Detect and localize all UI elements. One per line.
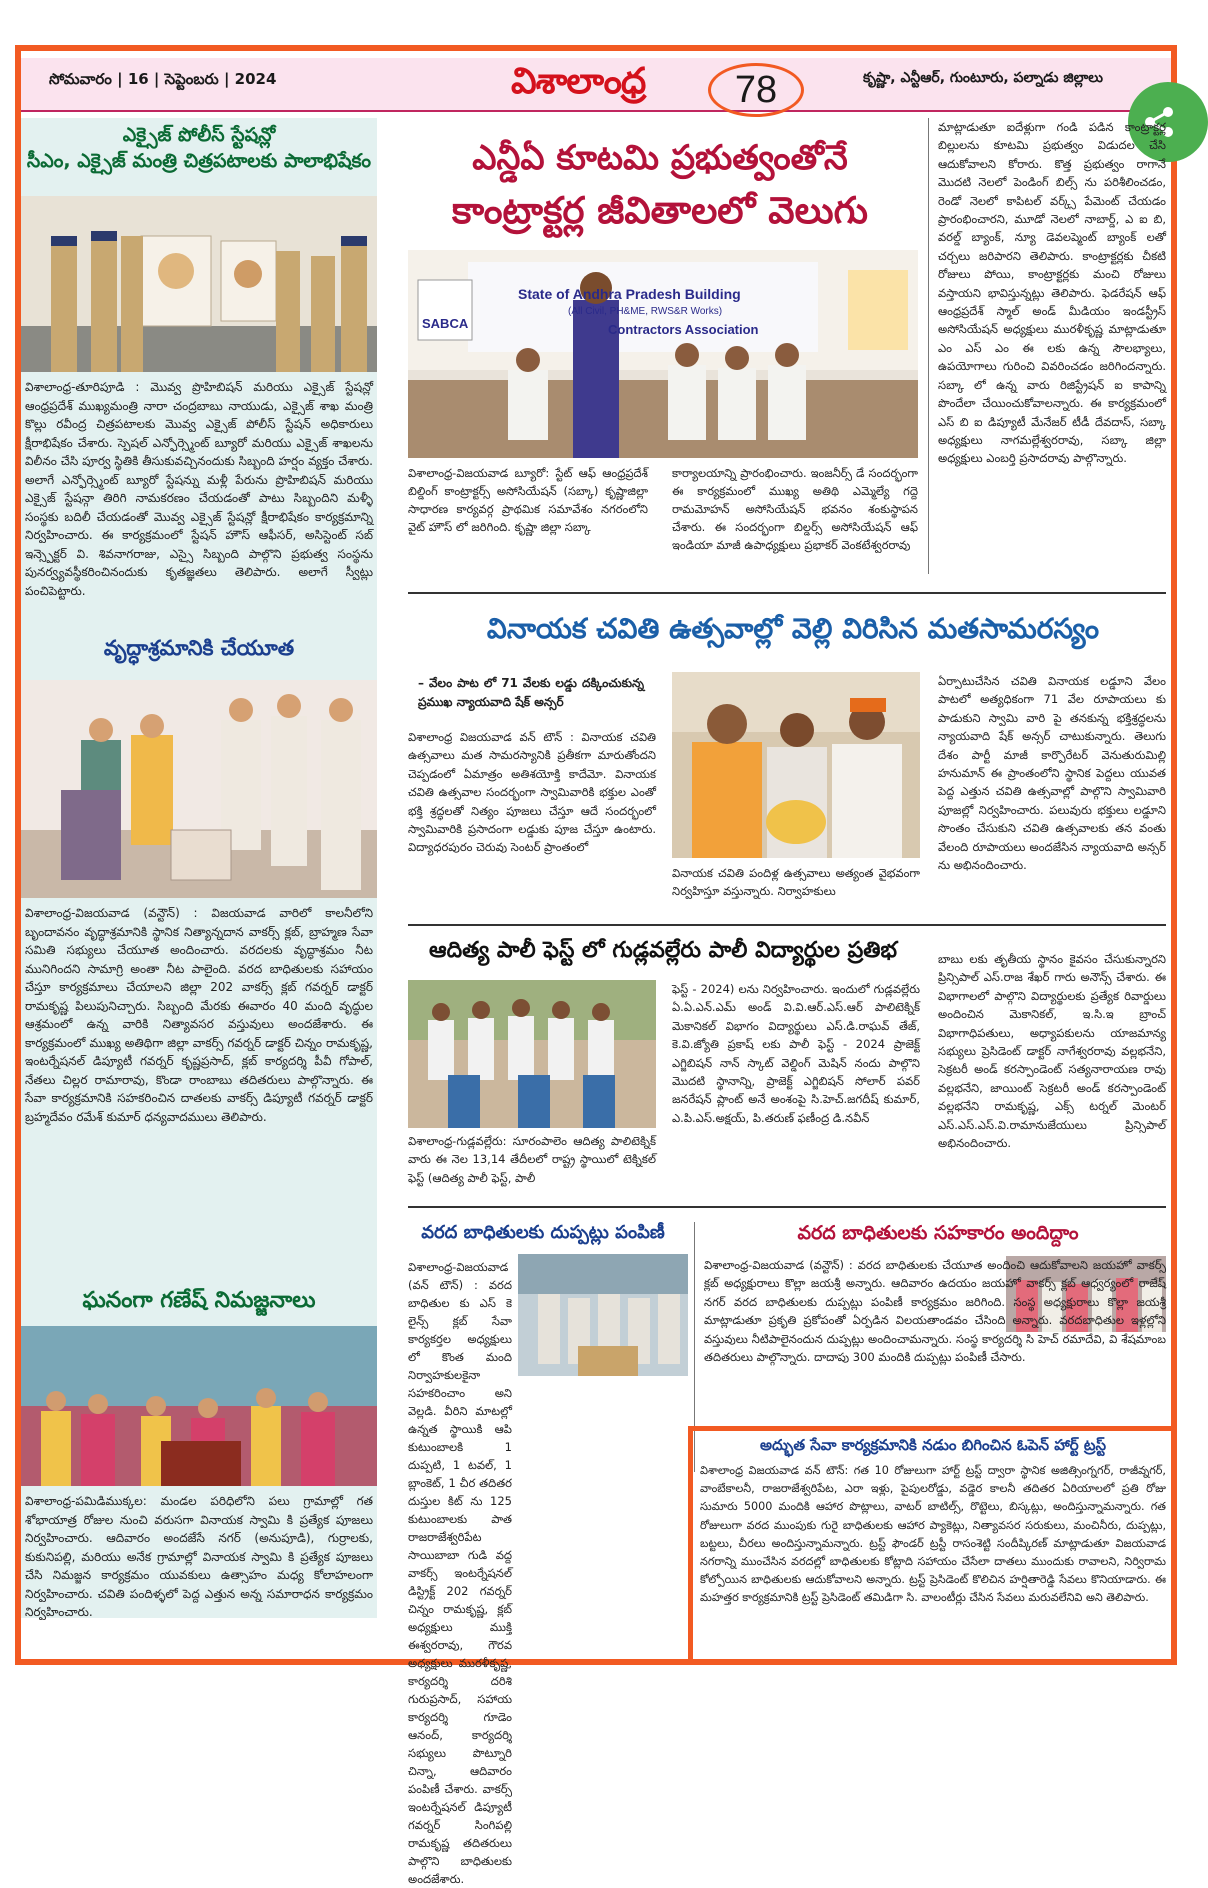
oldage-photo	[21, 680, 377, 898]
police-officers-image	[21, 196, 377, 372]
ganesh-body: విశాలాంధ్ర-పమిడిముక్కల: మండల పరిధిలోని పలు గ్రామాల్లో గత శోభాయాత్ర రోజుల నుంచి వరుసగా వినాయక స్వామి కి ప్రత్యేక పూజలు నిర్వహించారు. ఆదివారం అందజేసే నగర్ (అనుపూడి), గుర్రాలకు, కుకునిపల్లి, మరియు అనేక గ్రామాల్లో వినాయక స్వామి కి ప్రత్యేక పూజలు చేసి నిమజ్జన కార్యక్రమం యువకులు ఉత్సాహం మధ్య కోలాహలంగా నిర్వహించారు. చవితి పందిళ్ళలో పెద్ద ఎత్తున అన్న సమారాధన కార్యక్రమం నిర్వహించారు.	[25, 1494, 373, 1619]
lead-body-mid: కార్యాలయాన్ని ప్రారంభించారు. ఇంజనీర్స్ డే సందర్భంగా ఈ కార్యక్రమంలో ముఖ్య అతిథి ఎమ్మెల్యే గద్దె రామమోహన్ అసోసియేషన్ భవనం శంకుస్థాపన చేశారు. ఈ సందర్భంగా బిల్డర్స్ అసోసియేషన్ ఆఫ్ ఇండియా మాజీ ఉపాధ్యక్షులు ప్రభాకర్ వెంకటేశ్వరరావు	[672, 466, 918, 552]
students-group-image	[408, 980, 656, 1128]
aditya-headline: ఆదిత్య పాలీ ఫెస్ట్ లో గుడ్లవల్లేరు పాలీ విద్యార్థుల ప్రతిభ	[429, 938, 897, 963]
section-divider-3	[408, 1206, 1166, 1208]
contractors-meeting-image	[408, 250, 918, 458]
aditya-body-left: విశాలాంధ్ర-గుడ్లవల్లేరు: సూరంపాలెం ఆదిత్య పాలిటెక్నిక్ వారు ఈ నెల 13,14 తేదీలలో రాష్ట్ర స్థాయిలో టెక్నికల్ ఫెస్ట్ (ఆదిత్య పాలీ ఫెస్ట్, పాలీ	[408, 1134, 656, 1185]
vinayaka-deck: – వేలం పాట లో 71 వేలకు లడ్డు దక్కించుకున్న ప్రముఖ న్యాయవాది షేక్ అన్సర్	[418, 676, 644, 709]
excise-headline-1: ఎక్సైజ్ పోలీస్ స్టేషన్లో	[122, 124, 276, 146]
flood-blankets-photo	[518, 1254, 688, 1376]
flood-help-body: విశాలాంధ్ర-విజయవాడ (వన్టౌన్) : వరద బాధితులకు చేయూత అందించి ఆదుకోవాలని జయహో వాకర్స్ క్లబ్ అధ్యక్షురాలు కొల్లా జయశ్రీ అన్నారు. ఆదివారం ఉదయం జయహో వాకర్స్ క్లబ్ ఆధ్వర్యంలో రాజేష్ నగర్ వరద బాధితులకు దుప్పట్లు పంపిణీ కార్యక్రమం జరిగింది. సంస్థ అధ్యక్షురాలు కొల్లా జయశ్రీ మాట్లాడుతూ ప్రకృతి ప్రకోపంతో ఏర్పడిన విలయతాండవం చేసింది అన్నారు. వరదబాధితుల ఇళ్లల్లోని వస్తువులు నీటిపాలైనందున దుప్పట్లు అందించామన్నారు. సంస్థ కార్యదర్శి సి హెచ్ రమాదేవి, వి శేషమాంబ తదితరులు పాల్గొన్నారు. దాదాపు 300 మందికి దుప్పట్లు పంపిణీ చేసారు.	[704, 1258, 1166, 1365]
edition-regions: కృష్ణా, ఎన్టీఆర్, గుంటూరు, పల్నాడు జిల్లాలు	[862, 70, 1103, 86]
excise-headline-2: సీఎం, ఎక్సైజ్ మంత్రి చిత్రపటాలకు పాలాభిషేకం	[26, 150, 372, 172]
section-divider-2	[408, 924, 1166, 926]
page-number-circle: 78	[708, 63, 804, 117]
vinayaka-caption: వినాయక చవితి పందిళ్ల ఉత్సవాలు అత్యంత వైభవంగా నిర్వహిస్తూ వస్తున్నారు. నిర్వాహకులు	[672, 866, 920, 899]
vinayaka-body-left: విశాలాంధ్ర విజయవాడ వన్ టౌన్ : వినాయక చవితి ఉత్సవాలు మత సామరస్యానికి ప్రతీకగా మారుతోందని చెప్పడంలో ఏమాత్రం అతిశయోక్తి కాదేమో. వినాయక చవితి ఉత్సవాల సందర్భంగా స్వామివారికి భక్తుల ఎంతో భక్తి శ్రద్ధలతో నిత్యం పూజలు చేస్తూ ఆదే సందర్భంలో స్వామివారికి ప్రసాదంగా లడ్డుకు పూజ చేస్తూ ఉంటారు. విద్యాధరపురం చెరువు సెంటర్ ప్రాంతంలో	[408, 730, 656, 855]
section-divider	[408, 592, 1166, 594]
banner-title: State of Andhra Pradesh Building	[518, 286, 741, 302]
openheart-headline: అద్భుత సేవా కార్యక్రమానికి నడుం బిగించిన ఓపెన్ హార్ట్ ట్రస్ట్	[759, 1436, 1107, 1454]
aditya-body-mid: ఫెస్ట్ - 2024) లను నిర్వహించారు. ఇందులో గుడ్లవల్లేరు ఏ.ఏ.ఎన్.ఎమ్ అండ్ వి.వి.ఆర్.ఎస్.ఆర్ పాలిటెక్నిక్ మెకానికల్ విభాగం విద్యార్థులు ఎస్.డి.రాఘవ్ తేజ్, కె.వి.జ్యోతి ప్రకాష్ లకు పాలీ ఫెస్ట్ - 2024 ప్రాజెక్ట్ ఎగ్జిబిషన్ నాన్ స్కాట్ వెల్డింగ్ మెషిన్ నందు పాల్గొని మొదటి స్థానాన్ని, ప్రాజెక్ట్ ఎగ్జిబిషన్ సోలార్ పవర్ జనరేషన్ ప్లాంట్ అనే అంశంపై సి.హెచ్.జగదీష్ కుమార్, ఎ.పి.ఎస్.అక్షయ్, పి.తరుణ్ ఫణీంద్ర డి.నవీన్	[672, 982, 920, 1125]
aditya-photo	[408, 980, 656, 1128]
banner-association: Contractors Association	[608, 322, 759, 337]
ganesh-photo	[21, 1326, 377, 1486]
lead-body-right: మాట్లాడుతూ ఐదేళ్లుగా గండి పడిన కాంట్రాక్టర్ల బిల్లులను కూటమి ప్రభుత్వం విడుదల చేసి ఆదుకోవాలని కోరారు. కొత్త ప్రభుత్వం రాగానే మొదటి నెలలో పెండింగ్ బిల్స్ ను పరిశీలించడం, రెండో నెలలో కాపిటల్ వర్క్స్ పేమెంట్ చేయడం ప్రారంభించారని, మూడో నెలలో నాబార్డ్, ఎ ఐ బి, వరల్డ్ బ్యాంక్, న్యూ డెవలప్మెంట్ బ్యాంక్ లతో చర్చలు జరిపారని తెలిపారు. కాంట్రాక్టర్లకు చీకటి రోజులు పోయి, కాంట్రాక్టర్లకు మంచి రోజులు వస్తాయని భావిస్తున్నట్లు తెలిపారు. ఫెడరేషన్ ఆఫ్ ఆంధ్రప్రదేశ్ స్మాల్ అండ్ మీడియం ఇండస్ట్రీస్ అసోసియేషన్ అధ్యక్షులు మురళీకృష్ణ మాట్లాడుతూ ఎం ఎస్ ఎం ఈ లకు ఉన్న సౌలభ్యాలు, ఉపయోగాలు గురించి వివరించడం జరిగిందన్నారు. సబ్కా లో ఉన్న వారు రిజిస్ట్రేషన్ ఐ కాపాన్ని పొందేలా చేయించుకోవాలన్నారు. ఈ కార్యక్రమంలో ఎస్ బి ఐ డిప్యూటీ మేనేజర్ టీడీ దేవదాస్, సబ్కా అధ్యక్షులు నాగమల్లేశ్వరరావు, సబ్కా జిల్లా అధ్యక్షులు ఎంబర్తి ప్రసాదరావు పాల్గొన్నారు.	[938, 120, 1166, 466]
ganesh-procession-image	[21, 1326, 377, 1486]
flood-blankets-headline: వరద బాధితులకు దుప్పట్లు పంపిణీ	[421, 1222, 665, 1243]
oldage-home-image	[21, 680, 377, 898]
column-rule	[928, 118, 929, 574]
flood-blankets-body-1	[408, 1258, 512, 1886]
excise-body: విశాలాంధ్ర-తూరిపూడి : మొవ్వ ప్రొహిబిషన్ మరియు ఎక్సైజ్ స్టేషన్లో ఆంధ్రప్రదేశ్ ముఖ్యమంత్రి నారా చంద్రబాబు నాయుడు, ఎక్సైజ్ శాఖ మంత్రి కొల్లు రవీంద్ర చిత్రపటాలకు మొవ్వ ఎక్సైజ్ పోలీస్ స్టేషన్ అధికారులు క్షీరాభిషేకం చేశారు. స్పెషల్ ఎన్ఫోర్స్మెంట్ బ్యూరో మరియు ఎక్సైజ్ శాఖలను విలీనం చేసి పూర్వ స్థితికి తీసుకువచ్చినందుకు సిబ్బంది హర్షం వ్యక్తం చేశారు. అలాగే ఎన్ఫోర్స్మెంట్ బ్యూరో స్టేషన్ను మళ్లీ పేరును ప్రొహిబిషన్ మరియు ఎక్సైజ్ స్టేషన్గా తిరిగి నామకరణం చేయడంతో పాటు సిబ్బందిని మళ్ళీ సంస్థకు బదిలీ చేయడంతో మొవ్వ ఎక్సైజ్ స్టేషన్లో క్షీరాభిషేకం కార్యక్రమాన్ని నిర్వహించారు. ఈ కార్యక్రమంలో స్టేషన్ హౌస్ ఆఫీసర్, అసిస్టెంట్ సబ్ ఇన్స్పెక్టర్ వి. శివనాగరాజు, ఎస్సై సిబ్బంది పాల్గొని ప్రభుత్వ సంస్థను పునర్వ్యవస్థీకరించినందుకు కృతజ్ఞతలు తెలిపారు. అలాగే స్వీట్లు పంచిపెట్టారు.	[25, 380, 373, 598]
vinayaka-headline: వినాయక చవితి ఉత్సవాల్లో వెల్లి విరిసిన మతసామరస్యం	[486, 612, 1100, 645]
issue-date: సోమవారం | 16 | సెప్టెంబరు | 2024	[49, 70, 277, 88]
banner-subtitle: (All Civil, PH&ME, RWS&R Works)	[568, 306, 723, 317]
newspaper-logo: విశాలాంధ్ర	[511, 60, 646, 102]
masthead	[21, 58, 1171, 112]
lead-photo	[408, 250, 918, 458]
vinayaka-body-right: ఏర్పాటుచేసిన చవితి వినాయక లడ్డూని వేలం పాటలో అత్యధికంగా 71 వేల రూపాయలు కు పాడుకుని స్వామి వారి పై తనకున్న భక్తిశ్రద్ధలను న్యాయవాది షేక్ అన్సర్ చాటుకున్నారు. తెలుగు దేశం పార్టీ మాజీ కార్పొరేటర్ వెనుతురుమిల్లి హనుమాన్ ఈ ప్రాంతంలోని స్థానిక పెద్దలు యువత పెద్ద ఎత్తున చవితి ఉత్సవాల్లో పాల్గొని స్వామివారి పూజల్లో నిర్వహించారు. పలువురు భక్తులు లడ్డూని సొంతం చేసుకుని చవితి ఉత్సవాలకు తన వంతు వేలంది రూపాయలు అందజేసిన న్యాయవాది అన్సర్ ను అభినందించారు.	[938, 674, 1166, 873]
lead-headline-2: కాంట్రాక్టర్ల జీవితాలలో వెలుగు	[452, 188, 868, 232]
lead-body-left: విశాలాంధ్ర-విజయవాడ బ్యూరో: స్టేట్ ఆఫ్ ఆంధ్రప్రదేశ్ బిల్డింగ్ కాంట్రాక్టర్స్ అసోసియేషన్ (సబ్కా) కృష్ణాజిల్లా సాధారణ కార్యవర్గ ప్రాథమిక సమావేశం నగరంలోని వైట్ హౌస్ లో జరిగింది. కృష్ణా జిల్లా సబ్కా	[408, 466, 648, 534]
vinayaka-photo	[672, 672, 920, 858]
excise-photo	[21, 196, 377, 372]
openheart-body: విశాలాంధ్ర విజయవాడ వన్ టౌన్: గత 10 రోజులుగా హార్ట్ ట్రస్ట్ ద్వారా స్థానిక అజిత్సింగ్నగర్, రాజీవ్నగర్, వాంబేకాలనీ, రాజరాజేశ్వరిపేట, ఎరా ఇళ్లు, పైపులరోడ్డు, వడ్డెర కాలనీ తదితర ఏరియాలలో ప్రతి రోజు సుమారు 5000 మందికి ఆహార పొట్లాలు, వాటర్ బాటిల్స్, రొట్టెలు, బిస్కట్లు, అందిస్తున్నామన్నారు. గత రోజులుగా వరద ముంపుకు గురై బాధితులకు ఆహార ప్యాకెట్లు, నిత్యావసర సరుకులు, మంచినీరు, దుప్పట్లు, బట్టలు, చీరలు అందిస్తున్నామన్నారు. ట్రస్ట్ ఫౌండర్ ట్రస్టీ రాసంశెట్టి సందీప్కిరణ్ మాట్లాడుతూ విజయవాడ నగరాన్ని ముంచేసిన వరదల్లో బాధితులకు కోట్లాది సహాయం చేసేలా దాతలు ముందుకు రావాలని, నిర్విరామ కోల్పోయిన బాధితులకు ఆదుకోవాలని అన్నారు. ట్రస్ట్ ప్రెసిడెంట్ కొలిచిన హర్షితారెడ్డి సేవలు కొనియాడారు. ఈ మహత్తర కార్యక్రమానికి ట్రస్ట్ ప్రెసిడెంట్ తమిడిగా సి. వాలంటీర్లు చేసిన సేవలు మరువలేనివి అని తెలిపారు.	[700, 1464, 1166, 1605]
flood-help-headline: వరద బాధితులకు సహకారం అందిద్దాం	[797, 1222, 1079, 1244]
ganesh-headline: ఘనంగా గణేష్ నిమజ్జనాలు	[82, 1288, 316, 1313]
laddu-presentation-image	[672, 672, 920, 858]
flood-blankets-body-lead: విశాలాంధ్ర-విజయవాడ (వన్ టౌన్) : వరద బాధితుల కు ఎస్ కె లైన్స్ క్లబ్ సేవా కార్యకర్తల అధ్యక్షులు లో కొంత మంది నిర్వాహకులకైనా సహకరించాం అని వెల్లడి. వీరిని మాటల్లో ఉన్నత స్థాయికి ఆపి కుటుంబాలకి 1 దుప్పటి, 1 టవల్, 1 బ్లాంకెట్, 1 చీర తదితర దుస్తుల కిట్ ను 125 కుటుంబాలకు పాత రాజరాజేశ్వరిపేట సాయిబాబా గుడి వద్ద వాకర్స్ ఇంటర్నేషనల్ డిస్ట్రిక్ట్ 202 గవర్నర్ చిన్నం రామకృష్ణ, క్లబ్ అధ్యక్షులు ముక్తి ఈశ్వరరావు, గౌరవ అధ్యక్షులు మురళీకృష్ణ, కార్యదర్శి దరిశి గురుప్రసాద్, సహాయ కార్యదర్శి గూడెం ఆనంద్, కార్యదర్శి సభ్యులు పొట్నూరి చిన్నా, ఆదివారం పంపిణీ చేశారు. వాకర్స్ ఇంటర్నేషనల్ డిప్యూటీ గవర్నర్ సింగిపల్లి రామకృష్ణ తదితరులు పాల్గొని బాధితులకు అందజేశారు.	[408, 1260, 512, 1886]
blanket-distribution-image	[518, 1254, 688, 1376]
aditya-body-right: బాబు లకు తృతీయ స్థానం కైవసం చేసుకున్నారని ప్రిన్సిపాల్ ఎస్.రాజ శేఖర్ గారు అనౌన్స్ చేశారు. ఈ విభాగాలలో పాల్గొని విద్యార్థులకు ప్రత్యేక రివార్డులు అందించిన మెకానికల్, ఇ.సి.ఇ బ్రాంచ్ విభాగాధిపతులు, అధ్యాపకులను యాజమాన్య సభ్యులు ప్రెసిడెంట్ డాక్టర్ నాగేశ్వరరావు వల్లభనేని, సెక్రటరీ అండ్ కరస్పాండెంట్ సత్యనారాయణ రావు వల్లభనేని, జాయింట్ సెక్రటరీ అండ్ కరస్పాండెంట్ వల్లభనేని రామకృష్ణ, ఎక్స్ టర్నల్ మెంటర్ ఎస్.ఎస్.ఎస్.వి.రామానుజేయులు ప్రిన్సిపాల్ అభినందించారు.	[938, 952, 1166, 1151]
oldage-body: విశాలాంధ్ర-విజయవాడ (వన్టౌన్) : విజయవాడ వారిలో కాలనీలోని బృందావనం వృద్ధాశ్రమానికి స్థానిక నిత్యాన్నదాన వాకర్స్ క్లబ్, బ్రాహ్మణ సేవా సమితి సభ్యులు చేయూత అందించారు. వరదలకు వృద్ధాశ్రమం నీట మునిగిందని సామాగ్రి అంతా నీట పాలైంది. వరద బాధితులకు సహాయం చేస్తూ కార్యక్రమాలు చేయాలని జిల్లా 202 వాకర్స్ క్లబ్ గవర్నర్ డాక్టర్ రామకృష్ణ పిలుపునిచ్చారు. సిబ్బంది మేరకు ఈవారం 40 మంది వృద్ధుల ఆశ్రమంలో ఉన్న వారికి నిత్యావసర వస్తువులు అందజేశారు. ఈ కార్యక్రమంలో ముఖ్య అతిథిగా జిల్లా వాకర్స్ గవర్నర్ డాక్టర్ చిన్నం రామకృష్ణ, ఇంటర్నేషనల్ డిప్యూటీ గవర్నర్ కృష్ణప్రసాద్, క్లబ్ కార్యదర్శి పీవీ గోపాల్, నేతలు చిల్లర రామారావు, కొండా రాంబాబు తదితరులు పాల్గొన్నారు. ఈ సేవా కార్యక్రమానికి సహకరించిన దాతలకు వాకర్స్ డిప్యూటీ గవర్నర్ డాక్టర్ బ్రహ్మదేవం రమేశ్ కుమార్ ధన్యవాదములు తెలిపారు.	[25, 906, 373, 1124]
sabca-logo: SABCA	[422, 316, 469, 331]
lead-headline-1: ఎన్డీఏ కూటమి ప్రభుత్వంతోనే	[472, 138, 848, 178]
oldage-headline: వృద్ధాశ్రమానికి చేయూత	[103, 636, 295, 660]
excise-story	[21, 122, 377, 174]
